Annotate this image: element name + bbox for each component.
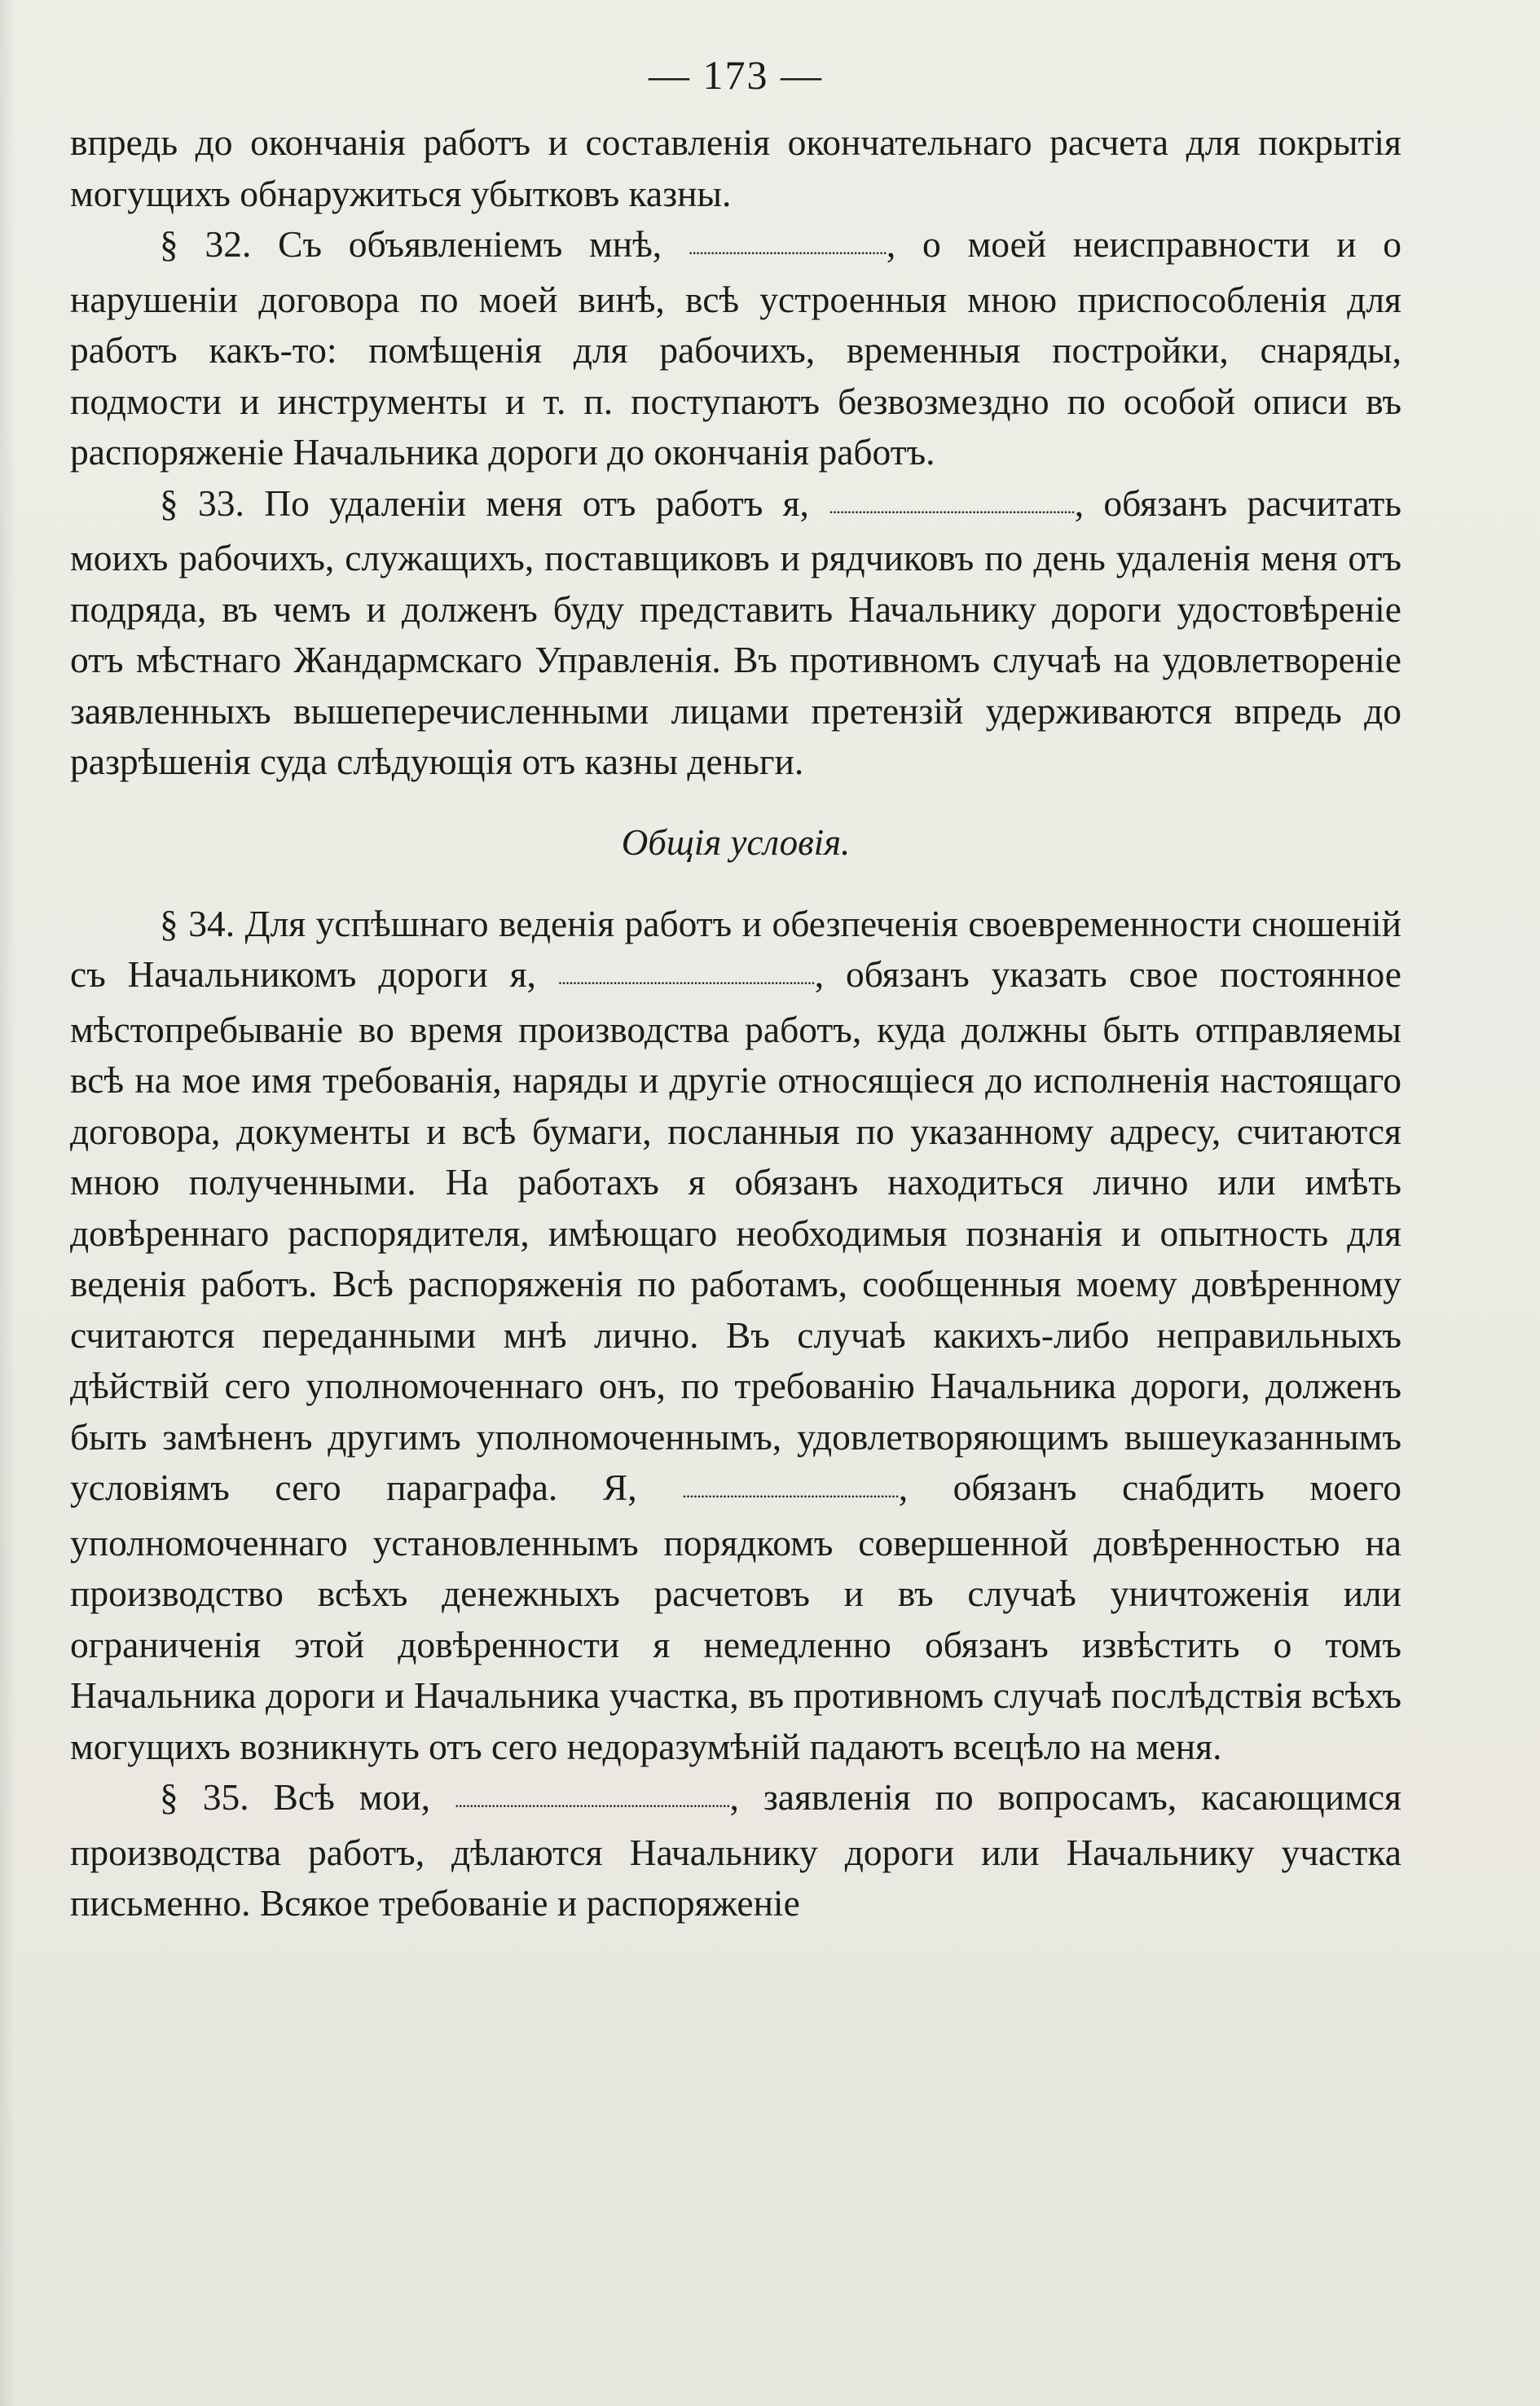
paragraph-text: впредь до окончанія работъ и составленія окончательнаго расчета для покрытія могущихъ обнаружиться убытковъ казны. [70,121,1401,214]
paragraph-text: , обязанъ расчитать моихъ рабочихъ, служащихъ, поставщиковъ и рядчиковъ по день удаленія меня отъ подряда, въ чемъ и долженъ буду представить Начальнику дороги удостовѣреніе отъ мѣстнаго Жандармскаго Управленія. Въ противномъ случаѣ на удовлетвореніе заявленныхъ вышеперечисленными лицами претензій удерживаются впредь до разрѣшенія суда слѣдующія отъ казны деньги. [70,482,1401,782]
paragraph-text: § 34. Для успѣшнаго веденія работъ и обезпеченія своевременности сношеній съ Начальникомъ дороги я, [70,902,1401,995]
text-block-lower [70,899,1401,1929]
paragraph-text: , заявленія по вопросамъ, касающимся производства работъ, дѣлаются Начальнику дороги или Начальнику участка письменно. Всякое требованіе и распоряженіе [70,1776,1401,1924]
text-block-upper [70,117,1401,788]
section-heading: Общія условія. [621,821,851,863]
blank-fill-line: ........................................................... [682,1481,899,1502]
blank-fill-line: ........................................................................... [454,1791,730,1811]
blank-fill-line: ...................................................................... [557,968,815,988]
paragraph-text: § 33. По удаленіи меня отъ работъ я, [160,482,829,524]
paragraph-34 [70,899,1401,1773]
paragraph-35 [70,1772,1401,1929]
paragraph-continuation [70,117,1401,219]
paragraph-text: , обязанъ снабдить моего уполномоченнаго установленнымъ порядкомъ совершенной довѣренностью на производство всѣхъ денежныхъ расчетовъ и въ случаѣ уничтоженія или ограниченія этой довѣренности я немедленно обязанъ извѣстить о томъ Начальника дороги и Начальника участка, въ противномъ случаѣ послѣдствія всѣхъ могущихъ возникнуть отъ сего недоразумѣній падаютъ всецѣло на меня. [70,1467,1401,1767]
paragraph-33 [70,478,1401,788]
paragraph-text: , о моей неисправности и о нарушеніи договора по моей винѣ, всѣ устроенныя мною приспособленія для работъ какъ-то: помѣщенія для рабочихъ, временныя постройки, снаряды, подмости и инструменты и т. п. поступаютъ безвозмездно по особой описи въ распоряженіе Начальника дороги до окончанія работъ. [70,223,1401,473]
page-number: — 173 — [649,52,823,98]
paragraph-text: § 35. Всѣ мои, [160,1776,455,1818]
paragraph-text: , обязанъ указать свое постоянное мѣстопребываніе во время производства работъ, куда должны быть отправляемы всѣ на мое имя требованія, наряды и другіе относящіеся до исполненія настоящаго договора, документы и всѣ бумаги, посланныя по указанному адресу, считаются мною полученными. На работахъ я обязанъ находиться лично или имѣть довѣреннаго распорядителя, имѣющаго необходимыя познанія и опытность для веденія работъ. Всѣ распоряженія по работамъ, сообщенныя моему довѣренному считаются переданными мнѣ лично. Въ случаѣ какихъ-либо неправильныхъ дѣйствій сего уполномоченнаго онъ, по требованію Начальника дороги, долженъ быть замѣненъ другимъ уполномоченнымъ, удовлетворяющимъ вышеуказаннымъ условіямъ сего параграфа. Я, [70,953,1401,1508]
blank-fill-line: ...................................................... [688,238,887,258]
blank-fill-line: ................................................................... [829,496,1075,517]
paragraph-text: § 32. Съ объявленіемъ мнѣ, [160,223,689,265]
paragraph-32 [70,219,1401,478]
